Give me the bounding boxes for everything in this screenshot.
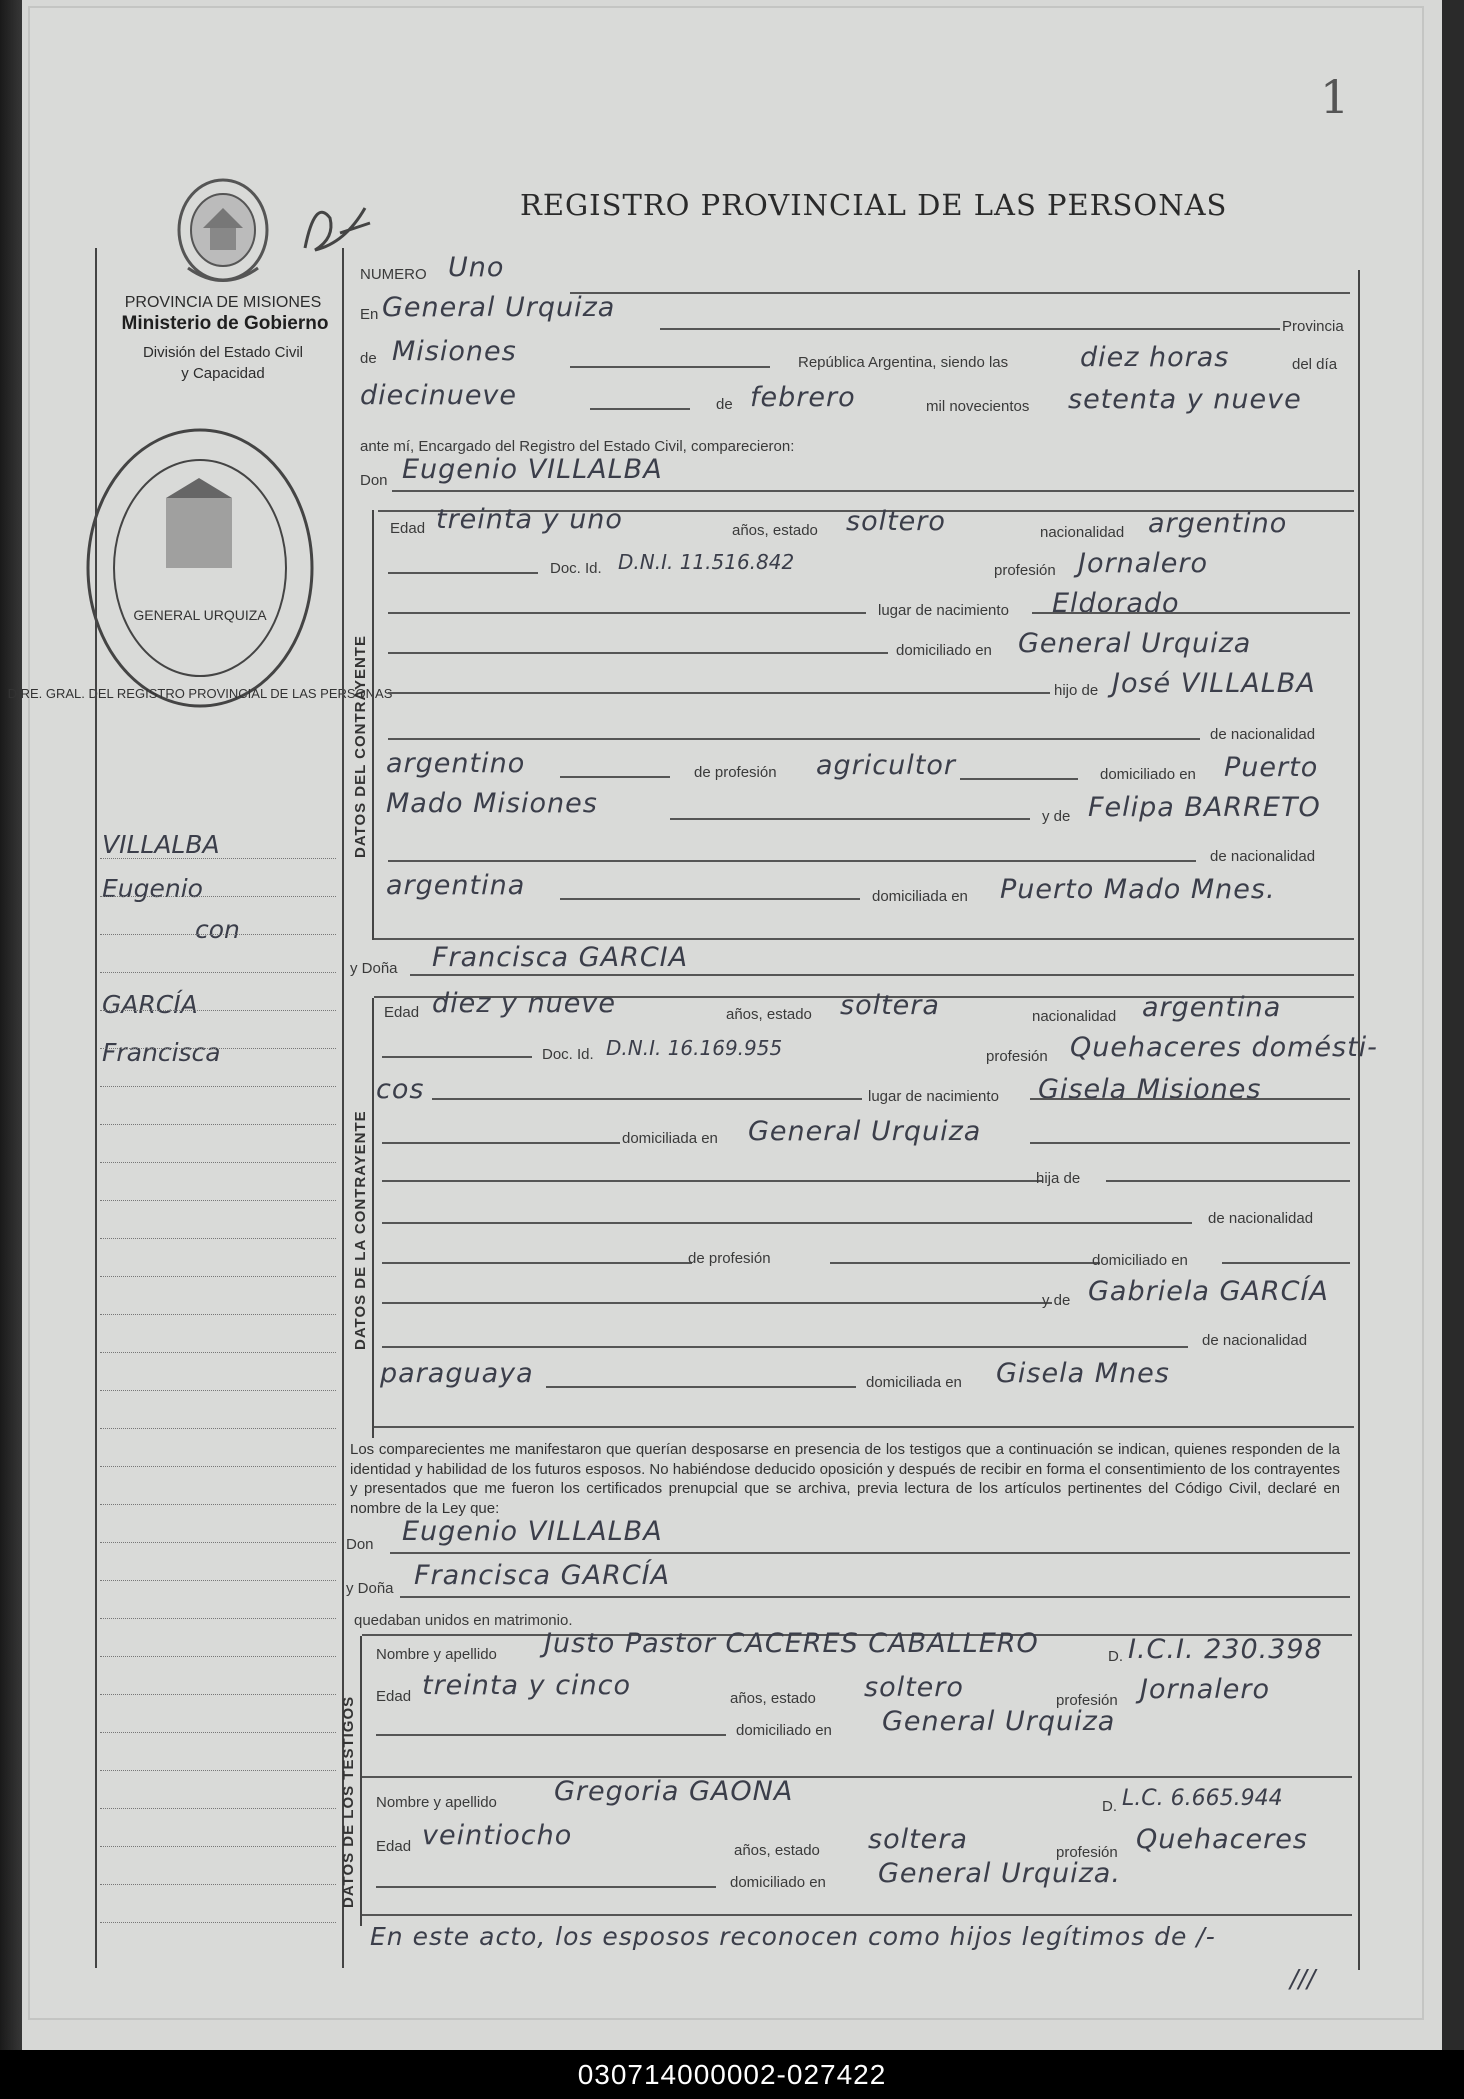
label-nacionalidad-1: nacionalidad — [1040, 524, 1125, 541]
label-mil: mil novecientos — [926, 398, 1030, 415]
label-quedaban: quedaban unidos en matrimonio. — [354, 1612, 573, 1629]
margin-rule-line — [100, 1162, 336, 1163]
contrayente-rule — [372, 510, 374, 940]
label-y-de-2: y de — [1042, 1292, 1071, 1309]
value-anio: setenta y nueve — [1068, 384, 1302, 415]
value-testigo1-edad: treinta y cinco — [422, 1670, 632, 1701]
value-contrayente-nombre: Eugenio VILLALBA — [402, 454, 663, 485]
margin-rule-line — [100, 1010, 336, 1011]
label-domiciliado-t1: domiciliado en — [736, 1722, 832, 1739]
margin-rule-line — [100, 1390, 336, 1391]
margin-rule-line — [100, 1200, 336, 1201]
value-testigo1-doc: I.C.I. 230.398 — [1128, 1634, 1323, 1665]
page-title: REGISTRO PROVINCIAL DE LAS PERSONAS — [520, 188, 1228, 222]
value-en: General Urquiza — [382, 292, 616, 323]
value-testigo2-profesion: Quehaceres — [1136, 1824, 1308, 1855]
value-contrayenta-edad: diez y nueve — [432, 988, 616, 1019]
label-de-profesion-2: de profesión — [688, 1250, 771, 1267]
label-anos-1: años, estado — [732, 522, 818, 539]
margin-rule-line — [100, 1048, 336, 1049]
stamp-inner-text: GENERAL URQUIZA — [133, 607, 267, 623]
label-lugar-nac-2: lugar de nacimiento — [868, 1088, 999, 1105]
value-testigo1-domicilio: General Urquiza — [882, 1706, 1116, 1737]
label-domiciliada-2: domiciliada en — [622, 1130, 718, 1147]
value-contrayente-estado: soltero — [846, 506, 946, 537]
margin-rule-line — [100, 1314, 336, 1315]
value-contrayenta-nombre: Francisca GARCIA — [432, 942, 689, 973]
closing-mark: /// — [1290, 1964, 1316, 1993]
value-testigo1-profesion: Jornalero — [1140, 1674, 1270, 1705]
label-y-dona-2: y Doña — [346, 1580, 394, 1597]
margin-rule-line — [100, 1580, 336, 1581]
margin-rule-line — [100, 1770, 336, 1771]
value-testigo2-estado: soltera — [868, 1824, 968, 1855]
margin-rule-line — [100, 1086, 336, 1087]
value-padre-nombre: José VILLALBA — [1112, 668, 1316, 699]
margin-rule-line — [100, 1428, 336, 1429]
margin-rule-line — [100, 1504, 336, 1505]
margin-rule-line — [100, 1276, 336, 1277]
label-de: de — [360, 350, 377, 367]
value-testigo2-nombre: Gregoria GAONA — [554, 1776, 794, 1807]
label-profesion-1: profesión — [994, 562, 1056, 579]
label-profesion-2: profesión — [986, 1048, 1048, 1065]
label-edad-3: Edad — [376, 1688, 412, 1705]
label-de-profesion-1: de profesión — [694, 764, 777, 781]
value-padre-nacionalidad: argentino — [386, 748, 526, 779]
vertical-label-contrayenta: DATOS DE LA CONTRAYENTE — [352, 1110, 369, 1350]
value-contrayenta-doc: D.N.I. 16.169.955 — [606, 1036, 783, 1060]
margin-rule-line — [100, 1808, 336, 1809]
coat-of-arms-icon — [168, 168, 278, 288]
label-doc-1: Doc. Id. — [550, 560, 602, 577]
label-edad-1: Edad — [390, 520, 426, 537]
value-contrayente-nacionalidad: argentino — [1148, 508, 1288, 539]
value-union-don: Eugenio VILLALBA — [402, 1516, 663, 1547]
margin-rule-line — [100, 1352, 336, 1353]
value-contrayenta-madre-nac: paraguaya — [380, 1358, 534, 1389]
value-testigo2-doc: L.C. 6.665.944 — [1122, 1786, 1283, 1811]
margin-rule-line — [100, 1846, 336, 1847]
margin-note-line5: Francisca — [102, 1038, 221, 1067]
label-nombre-1: Nombre y apellido — [376, 1646, 497, 1663]
value-contrayenta-profesion: Quehaceres domésti- — [1070, 1032, 1378, 1063]
letterhead-provincia: PROVINCIA DE MISIONES — [124, 294, 322, 311]
value-contrayenta-estado: soltera — [840, 990, 940, 1021]
label-nacionalidad-2: nacionalidad — [1032, 1008, 1117, 1025]
label-domiciliada-1: domiciliada en — [872, 888, 968, 905]
value-padre-domicilio1: Puerto — [1224, 752, 1319, 783]
value-contrayenta-madre-dom: Gisela Mnes — [996, 1358, 1170, 1389]
value-contrayente-domicilio: General Urquiza — [1018, 628, 1252, 659]
margin-note-line2: Eugenio — [102, 874, 203, 903]
margin-rule-line — [100, 1618, 336, 1619]
value-horas: diez horas — [1080, 342, 1230, 373]
value-contrayente-lugar: Eldorado — [1052, 588, 1180, 619]
label-doc-t1: D. — [1108, 1648, 1123, 1665]
closing-note: En este acto, los esposos reconocen como hijos legítimos de /- — [370, 1922, 1216, 1951]
value-contrayenta-domicilio: General Urquiza — [748, 1116, 982, 1147]
value-madre-nombre: Felipa BARRETO — [1088, 792, 1321, 823]
value-contrayenta-nacionalidad: argentina — [1142, 992, 1282, 1023]
margin-rule-line — [100, 1656, 336, 1657]
value-union-dona: Francisca GARCÍA — [414, 1560, 671, 1591]
testigos-rule — [360, 1636, 362, 1926]
value-dia: diecinueve — [360, 380, 518, 411]
letterhead-division: División del Estado Civil — [142, 344, 304, 361]
left-margin-rule — [95, 248, 97, 1968]
letterhead-capacidad: y Capacidad — [181, 365, 265, 382]
margin-rule-line — [100, 896, 336, 897]
margin-rule-line — [100, 858, 336, 859]
label-profesion-4: profesión — [1056, 1844, 1118, 1861]
value-contrayente-edad: treinta y uno — [436, 504, 623, 535]
label-en: En — [360, 306, 379, 323]
label-domiciliado-3: domiciliado en — [1092, 1252, 1188, 1269]
label-don: Don — [360, 472, 388, 489]
label-anos-2: años, estado — [726, 1006, 812, 1023]
margin-note-line1: VILLALBA — [102, 830, 220, 859]
value-numero: Uno — [448, 252, 505, 283]
margin-rule-line — [100, 1466, 336, 1467]
label-del-dia: del día — [1292, 356, 1338, 373]
margin-rule-line — [100, 1238, 336, 1239]
label-ante-mi: ante mí, Encargado del Registro del Estado Civil, comparecieron: — [360, 438, 795, 455]
label-lugar-nac-1: lugar de nacimiento — [878, 602, 1009, 619]
value-testigo1-nombre: Justo Pastor CACERES CABALLERO — [544, 1628, 1039, 1659]
label-de-nacionalidad-2: de nacionalidad — [1210, 848, 1316, 865]
declaration-paragraph: Los comparecientes me manifestaron que querían desposarse en presencia de los testigos que a continuación se indican, quienes responden de la identidad y habilidad de los futuros esposos. No habiéndose deducido oposición y después de recibir en forma el consentimiento de los contrayentes y presentados que me fueron los certificados prenupcial que se archiva, previa lectura de los artículos pertinentes del Código Civil, declaré en nombre de la Ley que: — [350, 1441, 1340, 1517]
document-page — [7, 8, 1422, 2018]
value-contrayenta-madre: Gabriela GARCÍA — [1088, 1276, 1329, 1307]
value-contrayenta-profesion-cont: cos — [376, 1074, 425, 1105]
label-hija-de: hija de — [1036, 1170, 1081, 1187]
margin-rule-line — [100, 1884, 336, 1885]
page-number: 1 — [1320, 70, 1350, 124]
margin-rule-line — [100, 934, 336, 935]
value-contrayente-profesion: Jornalero — [1078, 548, 1208, 579]
value-contrayenta-lugar: Gisela Misiones — [1038, 1074, 1262, 1105]
label-anos-3: años, estado — [730, 1690, 816, 1707]
label-don-2: Don — [346, 1536, 374, 1553]
margin-rule-line — [100, 972, 336, 973]
label-y-dona-1: y Doña — [350, 960, 398, 977]
label-doc-t2: D. — [1102, 1798, 1117, 1815]
margin-rule-line — [100, 1694, 336, 1695]
label-domiciliado-1: domiciliado en — [896, 642, 992, 659]
label-edad-4: Edad — [376, 1838, 412, 1855]
contrayenta-rule — [372, 998, 374, 1438]
margin-rule-line — [100, 1542, 336, 1543]
label-y-de-1: y de — [1042, 808, 1071, 825]
value-padre-profesion: agricultor — [816, 750, 956, 781]
label-nombre-2: Nombre y apellido — [376, 1794, 497, 1811]
value-testigo2-edad: veintiocho — [422, 1820, 573, 1851]
margin-rule-line — [100, 1124, 336, 1125]
vertical-label-testigos: DATOS DE LOS TESTIGOS — [340, 1695, 357, 1908]
label-numero: NUMERO — [360, 266, 427, 283]
label-de-nacionalidad-4: de nacionalidad — [1202, 1332, 1308, 1349]
value-testigo2-domicilio: General Urquiza. — [878, 1858, 1121, 1889]
margin-rule-line — [100, 1732, 336, 1733]
value-de: Misiones — [392, 336, 517, 367]
label-domiciliada-3: domiciliada en — [866, 1374, 962, 1391]
value-testigo1-estado: soltero — [864, 1672, 964, 1703]
margin-note-line3: con — [195, 915, 240, 944]
value-contrayente-doc: D.N.I. 11.516.842 — [618, 550, 795, 574]
label-hijo-de: hijo de — [1054, 682, 1099, 699]
label-republica: República Argentina, siendo las — [798, 354, 1009, 371]
label-profesion-3: profesión — [1056, 1692, 1118, 1709]
margin-rule-line — [100, 1922, 336, 1923]
label-edad-2: Edad — [384, 1004, 420, 1021]
label-de2: de — [716, 396, 733, 413]
signature-mark-icon — [285, 188, 380, 268]
footer-id: 030714000002-027422 — [0, 2050, 1464, 2099]
label-anos-4: años, estado — [734, 1842, 820, 1859]
right-rule — [1358, 270, 1360, 1970]
vertical-label-contrayente: DATOS DEL CONTRAYENTE — [352, 635, 369, 858]
stamp-outer-text: DIRE. GRAL. DEL REGISTRO PROVINCIAL DE LAS PERSONAS — [7, 686, 393, 701]
label-provincia: Provincia — [1282, 318, 1344, 335]
label-de-nacionalidad-3: de nacionalidad — [1208, 1210, 1314, 1227]
letterhead-ministerio: Ministerio de Gobierno — [121, 313, 329, 334]
label-de-nacionalidad-1: de nacionalidad — [1210, 726, 1316, 743]
value-madre-nacionalidad: argentina — [386, 870, 526, 901]
label-domiciliado-2: domiciliado en — [1100, 766, 1196, 783]
value-madre-domicilio: Puerto Mado Mnes. — [1000, 874, 1276, 905]
label-doc-2: Doc. Id. — [542, 1046, 594, 1063]
label-domiciliado-t2: domiciliado en — [730, 1874, 826, 1891]
margin-note-line4: GARCÍA — [102, 990, 198, 1019]
value-mes: febrero — [750, 382, 856, 413]
value-padre-domicilio2: Mado Misiones — [386, 788, 598, 819]
